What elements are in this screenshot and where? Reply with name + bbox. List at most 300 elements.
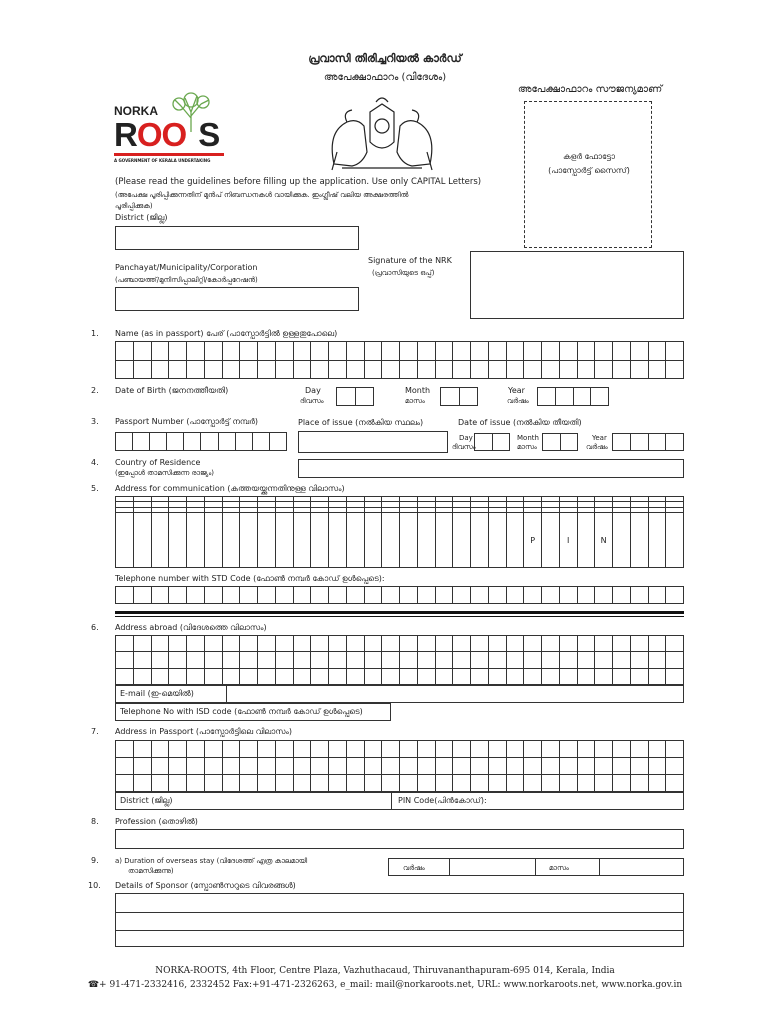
char-box[interactable]: [435, 342, 453, 361]
char-box[interactable]: [346, 636, 364, 652]
char-box[interactable]: [506, 741, 524, 758]
char-box[interactable]: [471, 513, 489, 568]
char-box[interactable]: [471, 360, 489, 379]
char-box[interactable]: [435, 741, 453, 758]
char-box[interactable]: [364, 775, 382, 792]
char-box[interactable]: [293, 652, 311, 668]
char-box[interactable]: [169, 741, 187, 758]
char-box[interactable]: [630, 668, 648, 684]
char-box[interactable]: [116, 342, 134, 361]
char-box[interactable]: [648, 758, 666, 775]
char-box[interactable]: [613, 360, 631, 379]
char-box[interactable]: [488, 636, 506, 652]
char-box[interactable]: [169, 758, 187, 775]
char-box[interactable]: [187, 360, 205, 379]
char-box[interactable]: [275, 775, 293, 792]
char-box[interactable]: [222, 758, 240, 775]
char-box[interactable]: [275, 652, 293, 668]
char-box[interactable]: [204, 741, 222, 758]
char-box[interactable]: [293, 741, 311, 758]
char-box[interactable]: [329, 652, 347, 668]
char-box[interactable]: [613, 636, 631, 652]
char-box[interactable]: [364, 652, 382, 668]
abroad-address-grid[interactable]: [115, 635, 684, 685]
char-box[interactable]: [252, 433, 269, 451]
district-input[interactable]: [115, 226, 359, 250]
char-box[interactable]: [346, 668, 364, 684]
char-box[interactable]: [417, 775, 435, 792]
char-box[interactable]: [240, 758, 258, 775]
char-box[interactable]: [240, 652, 258, 668]
char-box[interactable]: [187, 775, 205, 792]
char-box[interactable]: [613, 758, 631, 775]
char-box[interactable]: [329, 758, 347, 775]
char-box[interactable]: [382, 513, 400, 568]
char-box[interactable]: [577, 652, 595, 668]
char-box[interactable]: [346, 587, 364, 604]
char-box[interactable]: [471, 741, 489, 758]
duration-input[interactable]: [388, 858, 684, 876]
comm-phone-grid[interactable]: [115, 586, 684, 604]
char-box[interactable]: [453, 775, 471, 792]
char-box[interactable]: [524, 587, 542, 604]
char-box[interactable]: [648, 652, 666, 668]
char-box[interactable]: [329, 636, 347, 652]
char-box[interactable]: [222, 360, 240, 379]
char-box[interactable]: [204, 587, 222, 604]
char-box[interactable]: [648, 587, 666, 604]
char-box[interactable]: [364, 668, 382, 684]
char-box[interactable]: [506, 587, 524, 604]
char-box[interactable]: [167, 433, 184, 451]
char-box[interactable]: [222, 652, 240, 668]
char-box[interactable]: [382, 360, 400, 379]
char-box[interactable]: [169, 587, 187, 604]
char-box[interactable]: [400, 775, 418, 792]
char-box[interactable]: [311, 741, 329, 758]
char-box[interactable]: [293, 513, 311, 568]
issue-month-boxes[interactable]: [542, 433, 578, 451]
char-box[interactable]: [240, 668, 258, 684]
char-box[interactable]: [293, 587, 311, 604]
char-box[interactable]: [218, 433, 235, 451]
char-box[interactable]: [453, 360, 471, 379]
char-box[interactable]: [648, 775, 666, 792]
char-box[interactable]: [666, 636, 684, 652]
char-box[interactable]: [116, 741, 134, 758]
char-box[interactable]: [559, 758, 577, 775]
char-box[interactable]: [577, 775, 595, 792]
char-box[interactable]: [435, 652, 453, 668]
char-box[interactable]: [560, 434, 578, 451]
char-box[interactable]: [355, 388, 374, 406]
char-box[interactable]: [630, 775, 648, 792]
char-box[interactable]: [151, 758, 169, 775]
char-box[interactable]: [364, 636, 382, 652]
char-box[interactable]: [258, 587, 276, 604]
char-box[interactable]: [293, 668, 311, 684]
char-box[interactable]: [471, 758, 489, 775]
char-box[interactable]: [666, 652, 684, 668]
char-box[interactable]: [543, 434, 561, 451]
char-box[interactable]: [595, 513, 613, 568]
char-box[interactable]: [595, 668, 613, 684]
char-box[interactable]: [488, 587, 506, 604]
char-box[interactable]: [542, 587, 560, 604]
char-box[interactable]: [275, 668, 293, 684]
char-box[interactable]: [187, 636, 205, 652]
signature-box[interactable]: [470, 251, 684, 319]
char-box[interactable]: [311, 360, 329, 379]
char-box[interactable]: [524, 342, 542, 361]
char-box[interactable]: [475, 434, 493, 451]
char-box[interactable]: [577, 587, 595, 604]
char-box[interactable]: [417, 652, 435, 668]
char-box[interactable]: [169, 513, 187, 568]
char-box[interactable]: [630, 758, 648, 775]
char-box[interactable]: [400, 342, 418, 361]
char-box[interactable]: [613, 741, 631, 758]
char-box[interactable]: [488, 668, 506, 684]
char-box[interactable]: [400, 360, 418, 379]
char-box[interactable]: [133, 775, 151, 792]
char-box[interactable]: [187, 342, 205, 361]
char-box[interactable]: [453, 342, 471, 361]
char-box[interactable]: [577, 342, 595, 361]
char-box[interactable]: [435, 775, 453, 792]
char-box[interactable]: [488, 652, 506, 668]
char-box[interactable]: [630, 513, 648, 568]
sponsor-input[interactable]: [115, 893, 684, 947]
char-box[interactable]: [275, 636, 293, 652]
char-box[interactable]: [595, 636, 613, 652]
char-box[interactable]: [559, 587, 577, 604]
char-box[interactable]: [329, 741, 347, 758]
char-box[interactable]: [506, 758, 524, 775]
char-box[interactable]: [453, 513, 471, 568]
char-box[interactable]: [666, 758, 684, 775]
char-box[interactable]: [382, 636, 400, 652]
char-box[interactable]: [235, 433, 252, 451]
char-box[interactable]: [506, 342, 524, 361]
char-box[interactable]: [666, 668, 684, 684]
email-row[interactable]: [115, 685, 684, 703]
char-box[interactable]: [116, 668, 134, 684]
char-box[interactable]: [151, 360, 169, 379]
char-box[interactable]: [116, 652, 134, 668]
char-box[interactable]: [204, 758, 222, 775]
char-box[interactable]: [275, 587, 293, 604]
char-box[interactable]: [630, 652, 648, 668]
char-box[interactable]: [573, 388, 591, 406]
name-grid[interactable]: [115, 341, 684, 379]
char-box[interactable]: [116, 433, 133, 451]
char-box[interactable]: [222, 741, 240, 758]
passport-address-grid[interactable]: [115, 740, 684, 792]
char-box[interactable]: [337, 388, 356, 406]
char-box[interactable]: [542, 758, 560, 775]
char-box[interactable]: [630, 741, 648, 758]
comm-address-grid[interactable]: [115, 496, 684, 568]
char-box[interactable]: [169, 652, 187, 668]
char-box[interactable]: [187, 741, 205, 758]
char-box[interactable]: [630, 342, 648, 361]
char-box[interactable]: [258, 360, 276, 379]
char-box[interactable]: [329, 360, 347, 379]
char-box[interactable]: [240, 360, 258, 379]
char-box[interactable]: [116, 758, 134, 775]
char-box[interactable]: [613, 775, 631, 792]
char-box[interactable]: [293, 775, 311, 792]
char-box[interactable]: [311, 636, 329, 652]
char-box[interactable]: [595, 360, 613, 379]
char-box[interactable]: [133, 587, 151, 604]
char-box[interactable]: [542, 636, 560, 652]
char-box[interactable]: [311, 513, 329, 568]
char-box[interactable]: [559, 360, 577, 379]
issue-day-boxes[interactable]: [474, 433, 510, 451]
char-box[interactable]: [204, 360, 222, 379]
char-box[interactable]: [258, 513, 276, 568]
char-box[interactable]: [258, 758, 276, 775]
char-box[interactable]: [133, 652, 151, 668]
char-box[interactable]: [666, 513, 684, 568]
char-box[interactable]: [559, 636, 577, 652]
char-box[interactable]: [666, 360, 684, 379]
char-box[interactable]: [400, 741, 418, 758]
char-box[interactable]: [151, 775, 169, 792]
char-box[interactable]: [453, 668, 471, 684]
char-box[interactable]: [559, 668, 577, 684]
char-box[interactable]: [204, 652, 222, 668]
char-box[interactable]: [258, 668, 276, 684]
char-box[interactable]: [471, 652, 489, 668]
char-box[interactable]: [258, 342, 276, 361]
char-box[interactable]: [275, 513, 293, 568]
char-box[interactable]: [133, 360, 151, 379]
char-box[interactable]: [293, 758, 311, 775]
char-box[interactable]: [506, 513, 524, 568]
char-box[interactable]: [346, 360, 364, 379]
char-box[interactable]: [471, 775, 489, 792]
char-box[interactable]: [559, 342, 577, 361]
char-box[interactable]: [116, 775, 134, 792]
char-box[interactable]: [382, 668, 400, 684]
char-box[interactable]: [459, 388, 478, 406]
char-box[interactable]: [151, 513, 169, 568]
char-box[interactable]: [240, 587, 258, 604]
char-box[interactable]: [524, 360, 542, 379]
char-box[interactable]: [648, 668, 666, 684]
char-box[interactable]: [595, 342, 613, 361]
char-box[interactable]: [506, 775, 524, 792]
char-box[interactable]: [116, 587, 134, 604]
char-box[interactable]: [240, 513, 258, 568]
char-box[interactable]: [400, 652, 418, 668]
char-box[interactable]: [542, 741, 560, 758]
char-box[interactable]: [666, 434, 684, 451]
dob-month-boxes[interactable]: [440, 387, 478, 406]
char-box[interactable]: [382, 587, 400, 604]
char-box[interactable]: [666, 775, 684, 792]
char-box[interactable]: [311, 342, 329, 361]
char-box[interactable]: [258, 741, 276, 758]
char-box[interactable]: [595, 652, 613, 668]
char-box[interactable]: [400, 636, 418, 652]
char-box[interactable]: [329, 342, 347, 361]
char-box[interactable]: [150, 433, 167, 451]
char-box[interactable]: [559, 652, 577, 668]
char-box[interactable]: [222, 342, 240, 361]
char-box[interactable]: [133, 342, 151, 361]
char-box[interactable]: [116, 513, 134, 568]
char-box[interactable]: [258, 775, 276, 792]
char-box[interactable]: [559, 513, 577, 568]
char-box[interactable]: [613, 668, 631, 684]
char-box[interactable]: [471, 636, 489, 652]
char-box[interactable]: [471, 587, 489, 604]
panchayat-input[interactable]: [115, 287, 359, 311]
char-box[interactable]: [169, 775, 187, 792]
char-box[interactable]: [488, 758, 506, 775]
char-box[interactable]: [222, 636, 240, 652]
char-box[interactable]: [133, 433, 150, 451]
char-box[interactable]: [435, 636, 453, 652]
char-box[interactable]: [187, 758, 205, 775]
char-box[interactable]: [648, 513, 666, 568]
char-box[interactable]: [133, 741, 151, 758]
char-box[interactable]: [506, 636, 524, 652]
char-box[interactable]: [524, 775, 542, 792]
char-box[interactable]: [613, 513, 631, 568]
char-box[interactable]: [435, 758, 453, 775]
char-box[interactable]: [204, 668, 222, 684]
char-box[interactable]: [275, 741, 293, 758]
char-box[interactable]: [595, 758, 613, 775]
char-box[interactable]: [417, 342, 435, 361]
char-box[interactable]: [364, 758, 382, 775]
char-box[interactable]: [311, 652, 329, 668]
char-box[interactable]: [184, 433, 201, 451]
char-box[interactable]: [382, 775, 400, 792]
char-box[interactable]: [471, 342, 489, 361]
char-box[interactable]: [492, 434, 510, 451]
char-box[interactable]: [542, 652, 560, 668]
char-box[interactable]: [488, 741, 506, 758]
char-box[interactable]: [364, 587, 382, 604]
char-box[interactable]: [471, 668, 489, 684]
char-box[interactable]: [453, 587, 471, 604]
char-box[interactable]: [613, 587, 631, 604]
char-box[interactable]: [435, 360, 453, 379]
char-box[interactable]: [559, 741, 577, 758]
dob-day-boxes[interactable]: [336, 387, 374, 406]
char-box[interactable]: [222, 587, 240, 604]
char-box[interactable]: [400, 513, 418, 568]
char-box[interactable]: [435, 513, 453, 568]
char-box[interactable]: [524, 636, 542, 652]
char-box[interactable]: [293, 360, 311, 379]
char-box[interactable]: [204, 513, 222, 568]
char-box[interactable]: [453, 741, 471, 758]
char-box[interactable]: [151, 741, 169, 758]
char-box[interactable]: [524, 652, 542, 668]
char-box[interactable]: [542, 360, 560, 379]
char-box[interactable]: [311, 758, 329, 775]
char-box[interactable]: [329, 775, 347, 792]
passport-district-row[interactable]: [115, 792, 684, 810]
char-box[interactable]: [488, 360, 506, 379]
char-box[interactable]: [630, 360, 648, 379]
photo-box[interactable]: [524, 101, 652, 248]
char-box[interactable]: [169, 360, 187, 379]
char-box[interactable]: [630, 587, 648, 604]
char-box[interactable]: [524, 668, 542, 684]
char-box[interactable]: [222, 775, 240, 792]
dob-year-boxes[interactable]: [537, 387, 609, 406]
char-box[interactable]: [613, 342, 631, 361]
char-box[interactable]: [400, 587, 418, 604]
char-box[interactable]: [133, 636, 151, 652]
char-box[interactable]: [187, 587, 205, 604]
char-box[interactable]: [116, 636, 134, 652]
char-box[interactable]: [542, 342, 560, 361]
char-box[interactable]: [453, 758, 471, 775]
char-box[interactable]: [577, 668, 595, 684]
char-box[interactable]: [382, 652, 400, 668]
char-box[interactable]: [441, 388, 460, 406]
char-box[interactable]: [542, 513, 560, 568]
char-box[interactable]: [630, 636, 648, 652]
char-box[interactable]: [417, 360, 435, 379]
char-box[interactable]: [666, 741, 684, 758]
passport-number-grid[interactable]: [115, 432, 287, 451]
country-input[interactable]: [298, 459, 684, 478]
char-box[interactable]: [488, 775, 506, 792]
char-box[interactable]: [648, 741, 666, 758]
char-box[interactable]: [417, 513, 435, 568]
char-box[interactable]: [435, 668, 453, 684]
char-box[interactable]: [417, 758, 435, 775]
char-box[interactable]: [311, 775, 329, 792]
char-box[interactable]: [346, 513, 364, 568]
char-box[interactable]: [577, 360, 595, 379]
char-box[interactable]: [524, 741, 542, 758]
char-box[interactable]: [133, 668, 151, 684]
char-box[interactable]: [311, 668, 329, 684]
char-box[interactable]: [116, 360, 134, 379]
char-box[interactable]: [666, 587, 684, 604]
char-box[interactable]: [311, 587, 329, 604]
char-box[interactable]: [506, 668, 524, 684]
char-box[interactable]: [201, 433, 218, 451]
char-box[interactable]: [382, 342, 400, 361]
char-box[interactable]: [364, 342, 382, 361]
char-box[interactable]: [187, 668, 205, 684]
char-box[interactable]: [187, 513, 205, 568]
char-box[interactable]: [577, 741, 595, 758]
char-box[interactable]: [542, 668, 560, 684]
char-box[interactable]: [151, 668, 169, 684]
char-box[interactable]: [453, 652, 471, 668]
char-box[interactable]: [524, 513, 542, 568]
char-box[interactable]: [240, 636, 258, 652]
char-box[interactable]: [240, 775, 258, 792]
char-box[interactable]: [346, 741, 364, 758]
char-box[interactable]: [613, 652, 631, 668]
char-box[interactable]: [151, 342, 169, 361]
char-box[interactable]: [648, 360, 666, 379]
